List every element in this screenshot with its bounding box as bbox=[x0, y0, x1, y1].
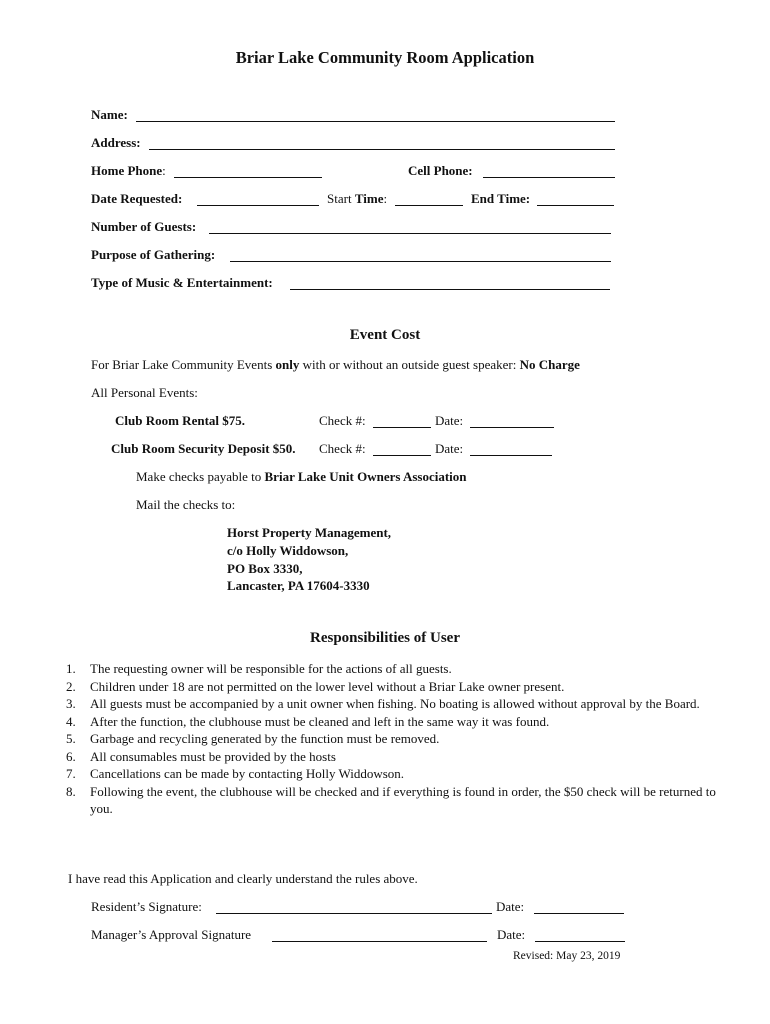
deposit-date-field[interactable] bbox=[470, 455, 552, 456]
mailing-address-line-2: c/o Holly Widdowson, bbox=[227, 543, 349, 558]
cell-phone-label: Cell Phone: bbox=[408, 163, 473, 178]
list-item-number: 7. bbox=[66, 766, 76, 781]
home-phone-colon: : bbox=[162, 163, 166, 178]
manager-signature-label: Manager’s Approval Signature bbox=[91, 927, 252, 942]
revised-date: Revised: May 23, 2019 bbox=[513, 950, 621, 962]
list-item bbox=[66, 730, 716, 748]
home-phone-label bbox=[91, 163, 166, 179]
list-item-text: The requesting owner will be responsible for the actions of all guests. bbox=[90, 661, 452, 676]
list-item bbox=[66, 713, 716, 731]
deposit-check-label: Check #: bbox=[319, 441, 366, 456]
end-time-label: End Time: bbox=[471, 191, 531, 206]
list-item-number: 6. bbox=[66, 748, 76, 764]
list-item-number: 2. bbox=[66, 678, 76, 694]
rental-check-field[interactable] bbox=[373, 427, 431, 428]
manager-date-field[interactable] bbox=[535, 941, 625, 942]
guests-field[interactable] bbox=[209, 233, 611, 234]
list-item-text: Cancellations can be made by contacting Holly Widdowson. bbox=[90, 766, 405, 781]
music-label: Type of Music & Entertainment: bbox=[91, 275, 273, 290]
address-field[interactable] bbox=[149, 149, 615, 150]
event-cost-heading: Event Cost bbox=[349, 327, 421, 343]
start-time-label bbox=[327, 191, 387, 207]
purpose-field[interactable] bbox=[230, 261, 611, 262]
mail-label: Mail the checks to: bbox=[136, 497, 236, 512]
community-post: with or without an outside guest speaker: bbox=[299, 357, 520, 372]
list-item-number: 8. bbox=[66, 783, 76, 799]
mailing-address-line-4: Lancaster, PA 17604-3330 bbox=[227, 578, 370, 593]
list-item bbox=[66, 678, 716, 696]
list-item-number: 1. bbox=[66, 661, 76, 676]
community-only: only bbox=[275, 357, 300, 372]
list-item-text: Following the event, the clubhouse will be checked and if everything is found in order, the $50 check will be returned to you. bbox=[90, 783, 716, 816]
start-time-word: Time bbox=[354, 191, 384, 206]
mailing-address-line-3: PO Box 3330, bbox=[227, 561, 303, 576]
start-word: Start bbox=[327, 191, 355, 206]
rental-date-field[interactable] bbox=[470, 427, 554, 428]
start-time-field[interactable] bbox=[395, 205, 463, 206]
start-time-colon: : bbox=[383, 191, 388, 206]
home-phone-label-text: Home Phone bbox=[91, 163, 163, 178]
list-item-text: Garbage and recycling generated by the function must be removed. bbox=[90, 731, 440, 746]
payable-text bbox=[136, 469, 467, 485]
manager-signature-field[interactable] bbox=[272, 941, 487, 942]
responsibilities-heading: Responsibilities of User bbox=[310, 630, 460, 646]
list-item bbox=[66, 748, 716, 766]
list-item-text: All consumables must be provided by the hosts bbox=[90, 748, 336, 764]
responsibilities-list bbox=[66, 660, 716, 818]
manager-date-label: Date: bbox=[497, 927, 526, 942]
music-field[interactable] bbox=[290, 289, 610, 290]
agreement-statement: I have read this Application and clearly understand the rules above. bbox=[68, 871, 418, 886]
community-pre: For Briar Lake Community Events bbox=[91, 357, 276, 372]
list-item bbox=[66, 660, 716, 678]
rental-label: Club Room Rental $75. bbox=[115, 413, 246, 428]
community-events-text bbox=[91, 357, 580, 373]
list-item-text: After the function, the clubhouse must be cleaned and left in the same way it was found. bbox=[90, 713, 550, 729]
address-label: Address: bbox=[91, 135, 141, 150]
resident-signature-field[interactable] bbox=[216, 913, 492, 914]
list-item-number: 4. bbox=[66, 713, 76, 729]
date-requested-field[interactable] bbox=[197, 205, 319, 206]
end-time-field[interactable] bbox=[537, 205, 614, 206]
no-charge: No Charge bbox=[519, 357, 580, 372]
list-item-number: 3. bbox=[66, 696, 76, 711]
deposit-date-label: Date: bbox=[435, 441, 464, 456]
resident-date-label: Date: bbox=[496, 899, 525, 914]
list-item-text: All guests must be accompanied by a unit owner when fishing. No boating is allowed without approval by the Board. bbox=[90, 696, 700, 711]
purpose-label: Purpose of Gathering: bbox=[91, 247, 216, 262]
home-phone-field[interactable] bbox=[174, 177, 322, 178]
list-item-number: 5. bbox=[66, 731, 76, 746]
personal-events-label: All Personal Events: bbox=[91, 385, 198, 400]
deposit-label: Club Room Security Deposit $50. bbox=[111, 441, 296, 456]
rental-check-label: Check #: bbox=[319, 413, 366, 428]
mailing-address-line-1: Horst Property Management, bbox=[227, 525, 392, 540]
resident-date-field[interactable] bbox=[534, 913, 624, 914]
date-requested-label: Date Requested: bbox=[91, 191, 183, 206]
resident-signature-label: Resident’s Signature: bbox=[91, 899, 202, 914]
name-label: Name: bbox=[91, 107, 128, 122]
list-item bbox=[66, 783, 716, 818]
deposit-check-field[interactable] bbox=[373, 455, 431, 456]
list-item-text: Children under 18 are not permitted on the lower level without a Briar Lake owner present. bbox=[90, 678, 565, 694]
guests-label: Number of Guests: bbox=[91, 219, 197, 234]
payable-pre: Make checks payable to bbox=[136, 469, 265, 484]
list-item bbox=[66, 765, 716, 783]
page-title: Briar Lake Community Room Application bbox=[235, 48, 535, 67]
payable-name: Briar Lake Unit Owners Association bbox=[264, 469, 467, 484]
cell-phone-field[interactable] bbox=[483, 177, 615, 178]
name-field[interactable] bbox=[136, 121, 615, 122]
rental-date-label: Date: bbox=[435, 413, 464, 428]
list-item bbox=[66, 695, 716, 713]
